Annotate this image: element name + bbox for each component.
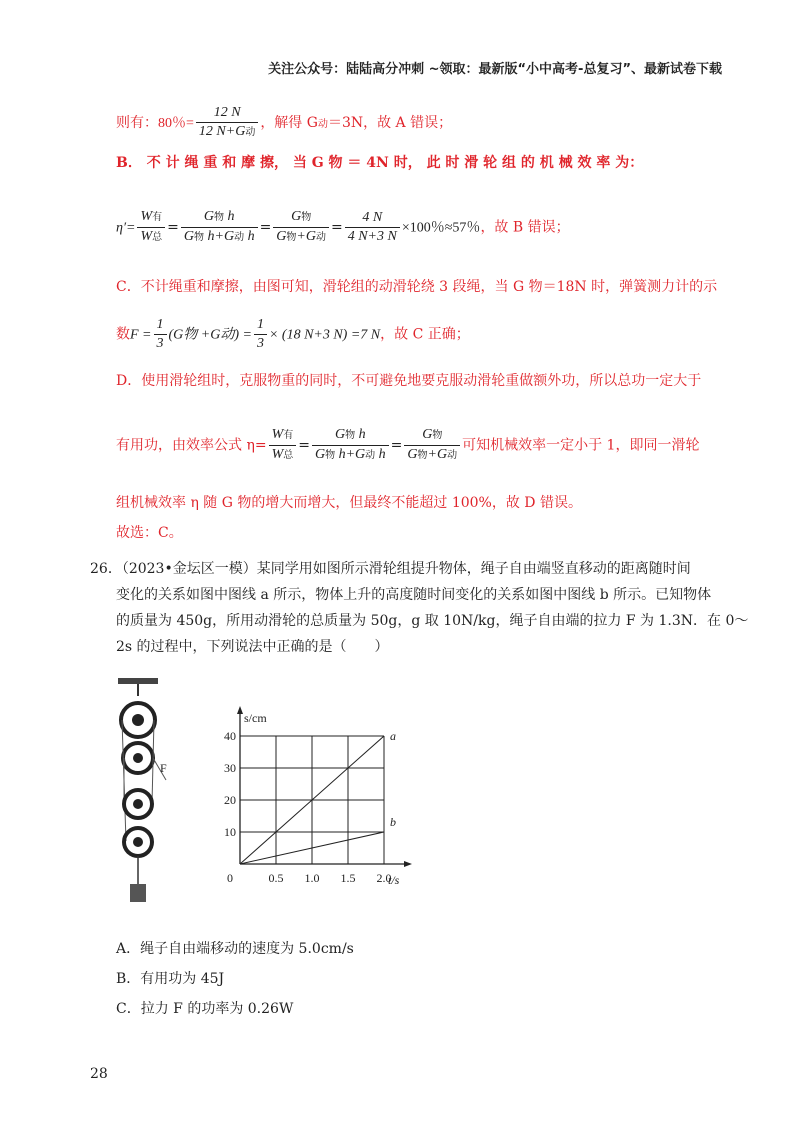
text: W xyxy=(271,427,284,442)
numerator xyxy=(269,426,297,446)
x-tick-label: 1.0 xyxy=(304,871,320,885)
fraction xyxy=(196,104,258,142)
subscript: 物 xyxy=(286,232,297,243)
pulley-diagram xyxy=(108,676,188,908)
y-tick-label: 40 xyxy=(224,729,236,743)
subscript: 物 xyxy=(417,450,428,461)
text: 数 xyxy=(116,326,130,343)
text: h xyxy=(375,447,386,462)
numerator xyxy=(137,208,165,228)
text: h xyxy=(244,229,255,244)
x-axis-arrow xyxy=(404,861,412,867)
text: W xyxy=(140,229,153,244)
solution-formula-d: 有用功，由效率公式 η= $\frac{\text{W有}}{\text{W总}}$ = $\frac{\text{G物 h}}{\text{G物 h+G动 h}}$ = $\frac{\text{G物}}{\text{G物+G动}}$ 可知机械效率一定小于 1，即同一滑轮 xyxy=(116,426,699,465)
text: η′= xyxy=(116,220,136,236)
y-axis-label: s/cm xyxy=(244,711,267,725)
numerator xyxy=(404,426,460,446)
subscript: 物 xyxy=(301,212,312,223)
text: ，故 B 错误； xyxy=(480,219,570,236)
series-label-a: a xyxy=(390,729,396,743)
text: (G物 +G动) = xyxy=(168,327,252,343)
text: G xyxy=(203,209,215,224)
fraction xyxy=(404,426,460,465)
denominator xyxy=(312,446,389,465)
series-label-b: b xyxy=(390,815,396,829)
subscript: 总 xyxy=(283,450,294,461)
denominator xyxy=(273,228,329,247)
y-tick-label: 20 xyxy=(224,793,236,807)
text: W xyxy=(271,447,284,462)
fraction xyxy=(254,316,267,353)
denominator: 4 N+3 N xyxy=(347,229,397,244)
answer-line: 故选：C。 xyxy=(116,525,183,541)
page-header: 关注公众号：陆陆高分冲刺 ~领取：最新版“小中高考-总复习”、最新试卷下载 xyxy=(268,62,722,77)
numerator: 1 xyxy=(254,316,267,335)
ceiling-bar xyxy=(118,678,158,684)
text: F = xyxy=(130,327,152,343)
option-a: A．绳子自由端移动的速度为 5.0cm/s xyxy=(116,941,354,957)
text: 可知机械效率一定小于 1，即同一滑轮 xyxy=(462,437,700,454)
denominator: 3 xyxy=(256,336,264,351)
text: G xyxy=(422,427,433,442)
x-tick-label: 0 xyxy=(227,871,233,885)
text: G xyxy=(407,447,418,462)
numerator xyxy=(181,208,258,228)
solution-line-a xyxy=(116,104,452,142)
solution-line-b: B． 不 计 绳 重 和 摩 擦， 当 G 物 ＝ 4N 时， 此 时 滑 轮 组 的 机 械 效 率 为： xyxy=(116,155,644,171)
text: +G xyxy=(296,229,316,244)
subscript: 总 xyxy=(152,232,163,243)
text: G xyxy=(276,229,287,244)
x-axis-label: t/s xyxy=(388,873,400,887)
option-c: C．拉力 F 的功率为 0.26W xyxy=(116,1001,294,1017)
denominator xyxy=(404,446,460,465)
text: 12 N+G xyxy=(198,124,246,139)
denominator xyxy=(196,123,258,142)
numerator: 12 N xyxy=(196,104,258,123)
solution-line-d3: 组机械效率 η 随 G 物的增大而增大，但最终不能超过 100%，故 D 错误。 xyxy=(116,495,582,511)
subscript: 物 xyxy=(214,212,225,223)
weight-block xyxy=(130,884,146,902)
subscript: 物 xyxy=(345,430,356,441)
text: +G xyxy=(427,447,448,462)
subscript: 动 xyxy=(317,119,328,130)
text: × (18 N+3 N) =7 N xyxy=(268,327,381,343)
subscript: 物 xyxy=(194,232,204,243)
solution-formula-c xyxy=(116,316,470,353)
text: 则有： xyxy=(116,115,158,131)
solution-formula-b: η′= $\frac{\text{W有}}{\text{W总}}$ = $\frac{\text{G物 h}}{\text{G物 h+G动 h}}$ = $\frac{\text{G物}}{\text{G物+G动}}$ = $\frac{4 N}{4 N+3 N}$ ×100％≈57％，故 B 错误； xyxy=(116,208,570,247)
numerator xyxy=(273,208,329,228)
y-axis-arrow xyxy=(237,706,243,714)
text: G xyxy=(291,209,302,224)
option-b: B．有用功为 45J xyxy=(116,971,225,987)
solution-line-c: C．不计绳重和摩擦，由图可知，滑轮组的动滑轮绕 3 段绳，当 G 物＝18N 时，弹簧测力计的示 xyxy=(116,279,718,295)
question-line-2: 变化的关系如图中图线 a 所示，物体上升的高度随时间变化的关系如图中图线 b 所示。已知物体 xyxy=(116,587,712,603)
fraction xyxy=(312,426,389,465)
text: ，故 C 正确； xyxy=(380,326,470,343)
x-tick-label: 0.5 xyxy=(268,871,284,885)
distance-time-chart xyxy=(218,700,418,890)
text: G xyxy=(183,229,194,244)
subscript: 动 xyxy=(365,450,376,461)
numerator xyxy=(312,426,389,446)
text: ＝3N，故 A 错误； xyxy=(327,115,453,131)
y-tick-label: 30 xyxy=(224,761,236,775)
fixed-pulley-axle xyxy=(133,753,143,763)
solution-line-d: D．使用滑轮组时，克服物重的同时，不可避免地要克服动滑轮重做额外功，所以总功一定大于 xyxy=(116,373,702,389)
numerator: 4 N xyxy=(345,209,400,228)
text: W xyxy=(140,209,153,224)
fraction xyxy=(154,316,167,353)
page-number: 28 xyxy=(90,1066,108,1082)
fraction xyxy=(181,208,258,247)
x-tick-label: 1.5 xyxy=(340,871,356,885)
subscript: 物 xyxy=(325,450,336,461)
fraction xyxy=(345,209,400,246)
subscript: 有 xyxy=(283,430,294,441)
subscript: 物 xyxy=(432,430,443,441)
denominator xyxy=(269,446,297,465)
denominator xyxy=(137,228,165,247)
text: G xyxy=(335,427,346,442)
force-label: F xyxy=(160,761,167,775)
x-tick-label: 2.0 xyxy=(376,871,392,885)
fraction xyxy=(137,208,165,247)
text: h xyxy=(355,427,366,442)
text: 80％= xyxy=(158,116,194,131)
text: G xyxy=(314,447,326,462)
movable-pulley-axle xyxy=(133,799,143,809)
subscript: 动 xyxy=(245,127,256,138)
question-line-3: 的质量为 450g，所用动滑轮的总质量为 50g，g 取 10N/kg，绳子自由端的拉力 F 为 1.3N．在 0～ xyxy=(116,613,749,629)
subscript: 动 xyxy=(315,232,326,243)
numerator: 1 xyxy=(154,316,167,335)
subscript: 有 xyxy=(152,212,163,223)
question-line-4: 2s 的过程中，下列说法中正确的是（ ） xyxy=(116,639,389,655)
text: ，解得 G xyxy=(260,115,318,131)
text: 有用功，由效率公式 η= xyxy=(116,437,267,454)
y-tick-label: 10 xyxy=(224,825,236,839)
denominator: 3 xyxy=(156,336,164,351)
denominator xyxy=(181,228,258,247)
text: ×100％≈57％ xyxy=(401,220,481,236)
text: h+G xyxy=(335,447,366,462)
text: h+G xyxy=(204,229,235,244)
fraction xyxy=(269,426,297,465)
movable-pulley-axle xyxy=(133,837,143,847)
question-line-1: 26．（2023•金坛区一模）某同学用如图所示滑轮组提升物体，绳子自由端竖直移动的距离随时间 xyxy=(90,561,691,577)
fixed-pulley-axle xyxy=(132,714,144,726)
subscript: 动 xyxy=(447,450,458,461)
text: h xyxy=(224,209,235,224)
fraction xyxy=(273,208,329,247)
subscript: 动 xyxy=(234,232,245,243)
